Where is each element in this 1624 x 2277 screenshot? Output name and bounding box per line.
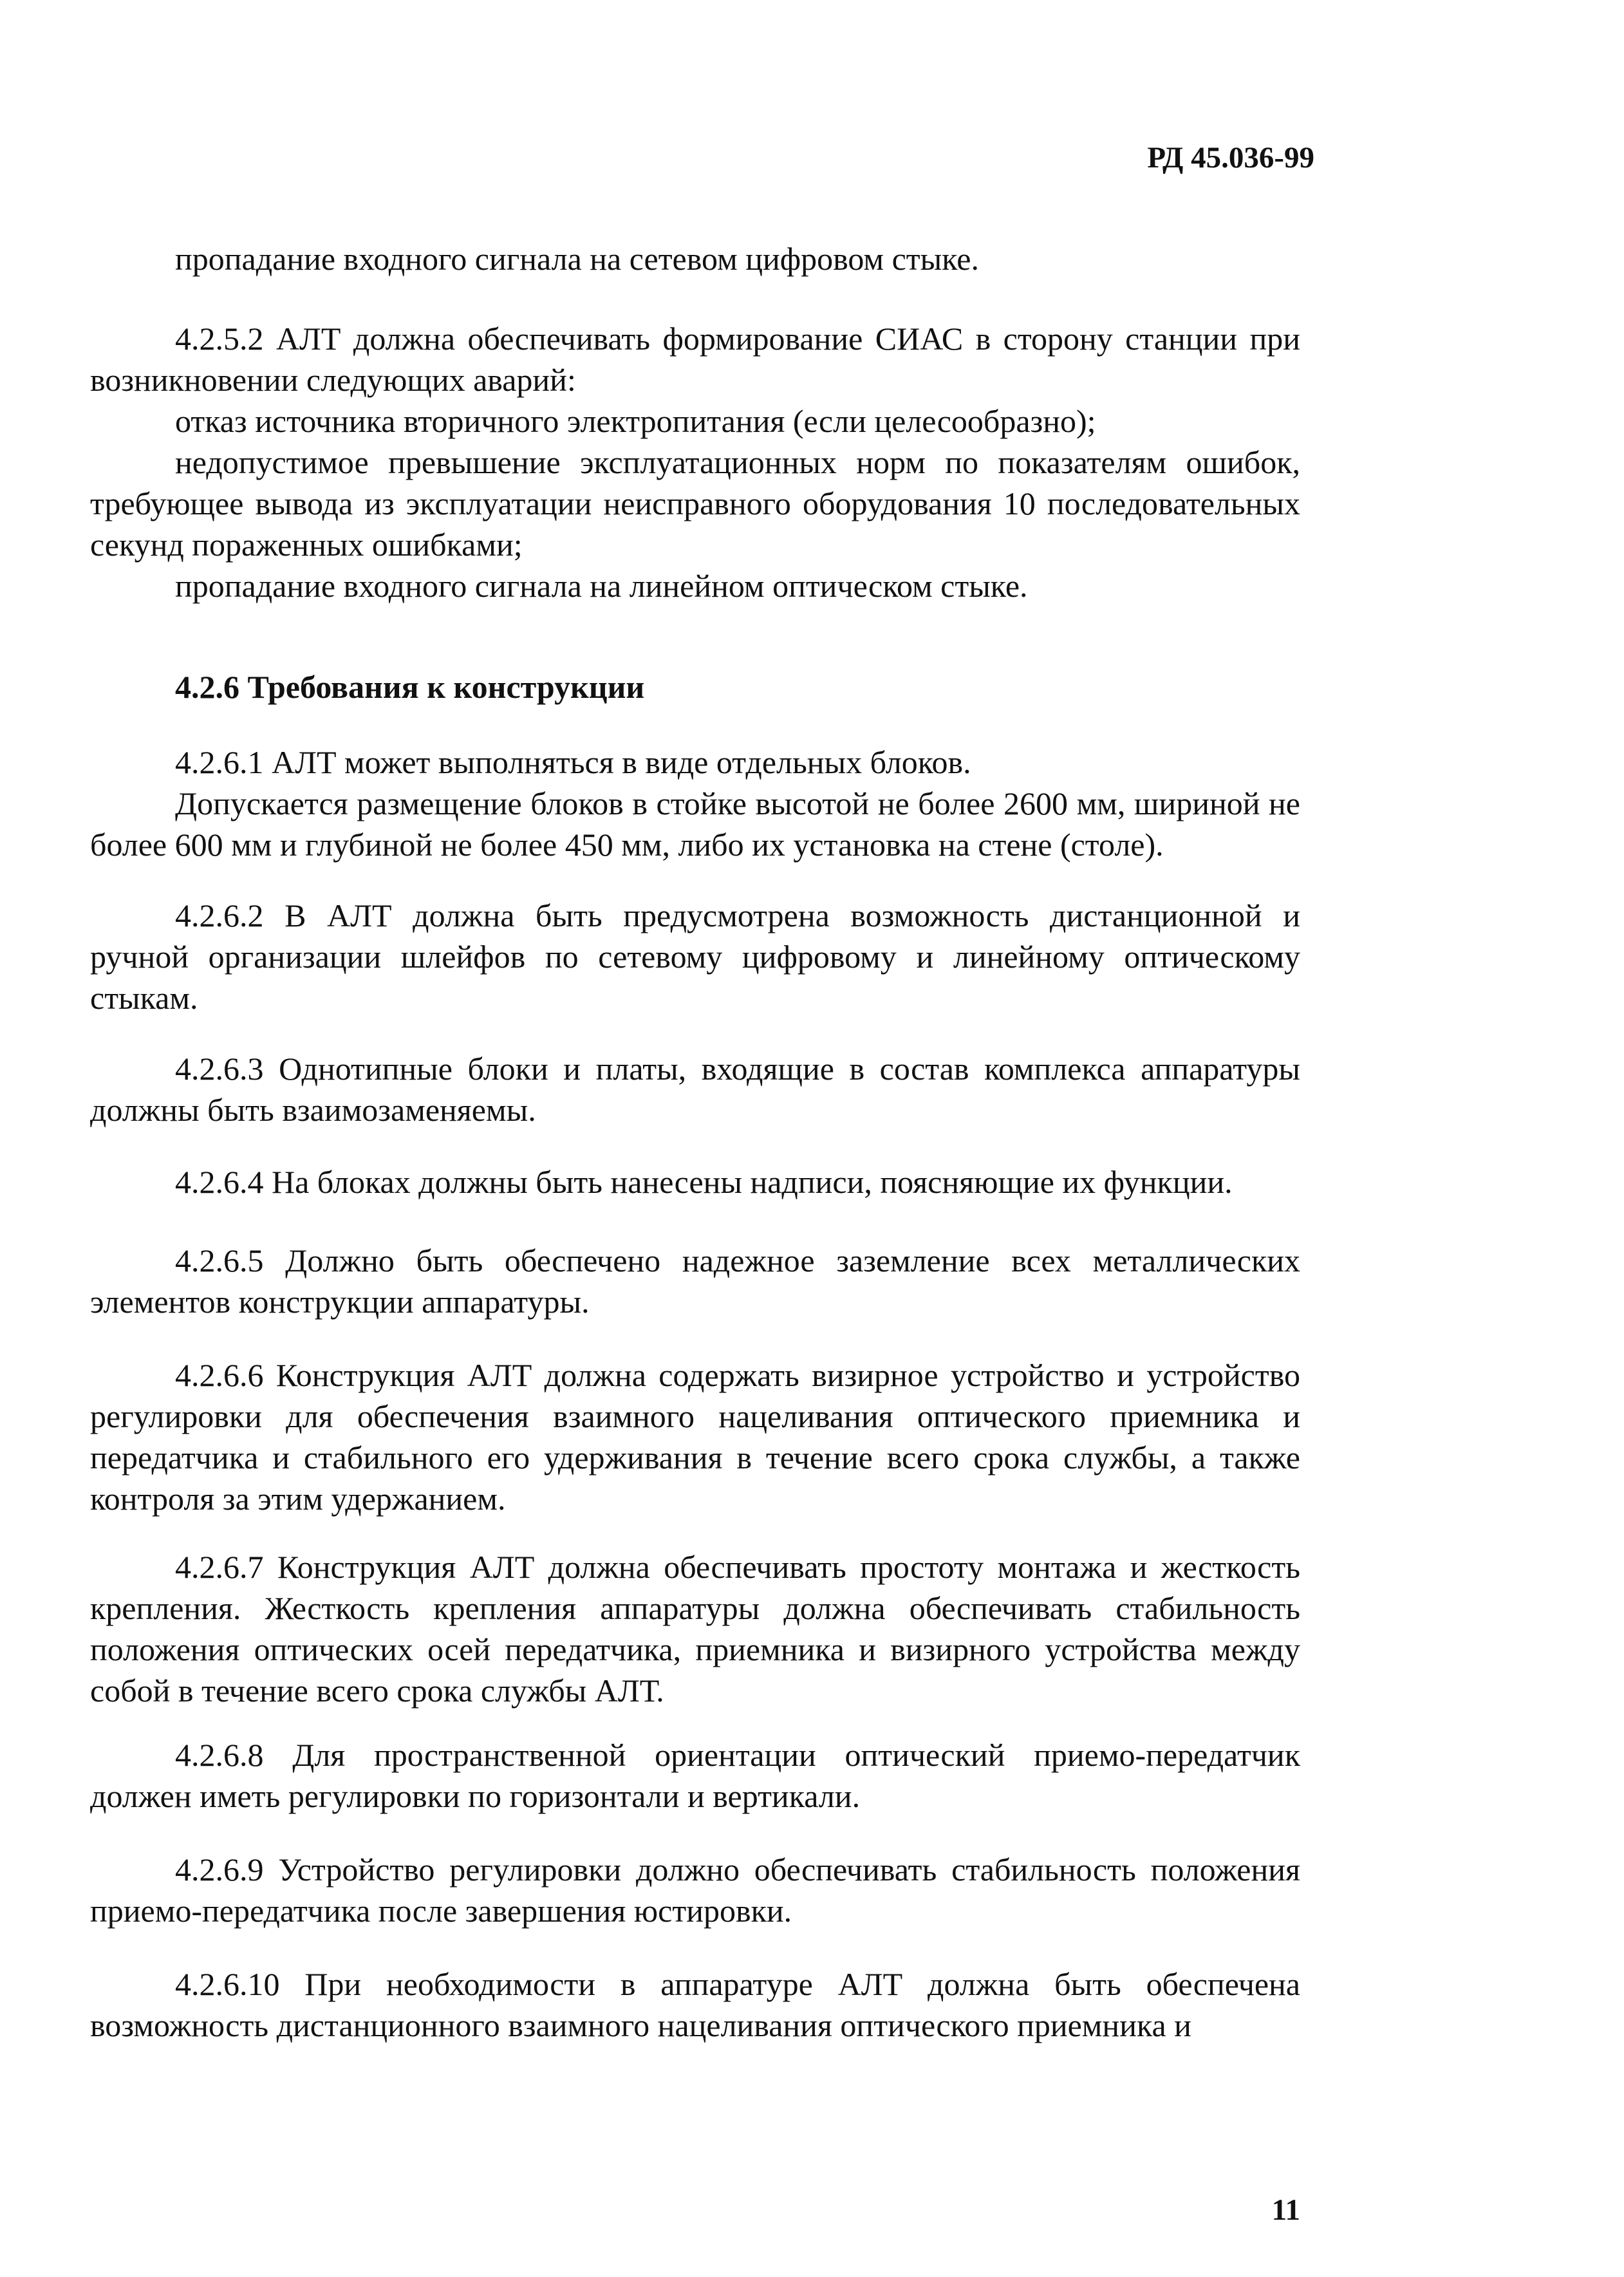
page-number: 11 <box>1271 2193 1300 2227</box>
paragraph-power-failure: отказ источника вторичного электропитания (если целесообразно); <box>175 403 1096 439</box>
paragraph-4-2-6-10: 4.2.6.10 При необходимости в аппаратуре АЛТ должна быть обеспечена возможность дистанционного взаимного нацеливания оптического приемника и <box>90 1966 1300 2043</box>
paragraph-4-2-5-2: 4.2.5.2 АЛТ должна обеспечивать формирование СИАС в сторону станции при возникновении следующих аварий: <box>90 321 1300 398</box>
paragraph-4-2-6-9: 4.2.6.9 Устройство регулировки должно обеспечивать стабильность положения приемо-передатчика после завершения юстировки. <box>90 1851 1300 1929</box>
paragraph-signal-loss-digital: пропадание входного сигнала на сетевом цифровом стыке. <box>175 241 979 277</box>
paragraph-4-2-6-1: 4.2.6.1 АЛТ может выполняться в виде отдельных блоков. <box>175 744 971 780</box>
paragraph-rack-dimensions: Допускается размещение блоков в стойке высотой не более 2600 мм, шириной не более 600 мм и глубиной не более 450 мм, либо их установка на стене (столе). <box>90 785 1300 863</box>
document-code: РД 45.036-99 <box>1147 141 1314 174</box>
paragraph-4-2-6-7: 4.2.6.7 Конструкция АЛТ должна обеспечивать простоту монтажа и жесткость крепления. Жесткость крепления аппаратуры должна обеспечивать стабильность положения оптических осей передатчика, приемника и визирного устройства между собой в течение всего срока службы АЛТ. <box>90 1549 1300 1709</box>
paragraph-4-2-6-5: 4.2.6.5 Должно быть обеспечено надежное заземление всех металлических элементов конструкции аппаратуры. <box>90 1242 1300 1320</box>
section-heading-4-2-6: 4.2.6 Требования к конструкции <box>175 669 645 705</box>
paragraph-4-2-6-3: 4.2.6.3 Однотипные блоки и платы, входящие в состав комплекса аппаратуры должны быть взаимозаменяемы. <box>90 1051 1300 1128</box>
paragraph-4-2-6-4: 4.2.6.4 На блоках должны быть нанесены надписи, поясняющие их функции. <box>175 1164 1233 1200</box>
paragraph-4-2-6-8: 4.2.6.8 Для пространственной ориентации оптический приемо-передатчик должен иметь регулировки по горизонтали и вертикали. <box>90 1737 1300 1814</box>
paragraph-4-2-6-6: 4.2.6.6 Конструкция АЛТ должна содержать визирное устройство и устройство регулировки для обеспечения взаимного нацеливания оптического приемника и передатчика и стабильного его удерживания в течение всего срока службы, а также контроля за этим удержанием. <box>90 1357 1300 1517</box>
paragraph-error-threshold: недопустимое превышение эксплуатационных норм по показателям ошибок, требующее вывода из эксплуатации неисправного оборудования 10 последовательных секунд пораженных ошибками; <box>90 444 1300 563</box>
paragraph-signal-loss-optical: пропадание входного сигнала на линейном оптическом стыке. <box>175 568 1028 604</box>
paragraph-4-2-6-2: 4.2.6.2 В АЛТ должна быть предусмотрена возможность дистанционной и ручной организации шлейфов по сетевому цифровому и линейному оптическому стыкам. <box>90 897 1300 1016</box>
